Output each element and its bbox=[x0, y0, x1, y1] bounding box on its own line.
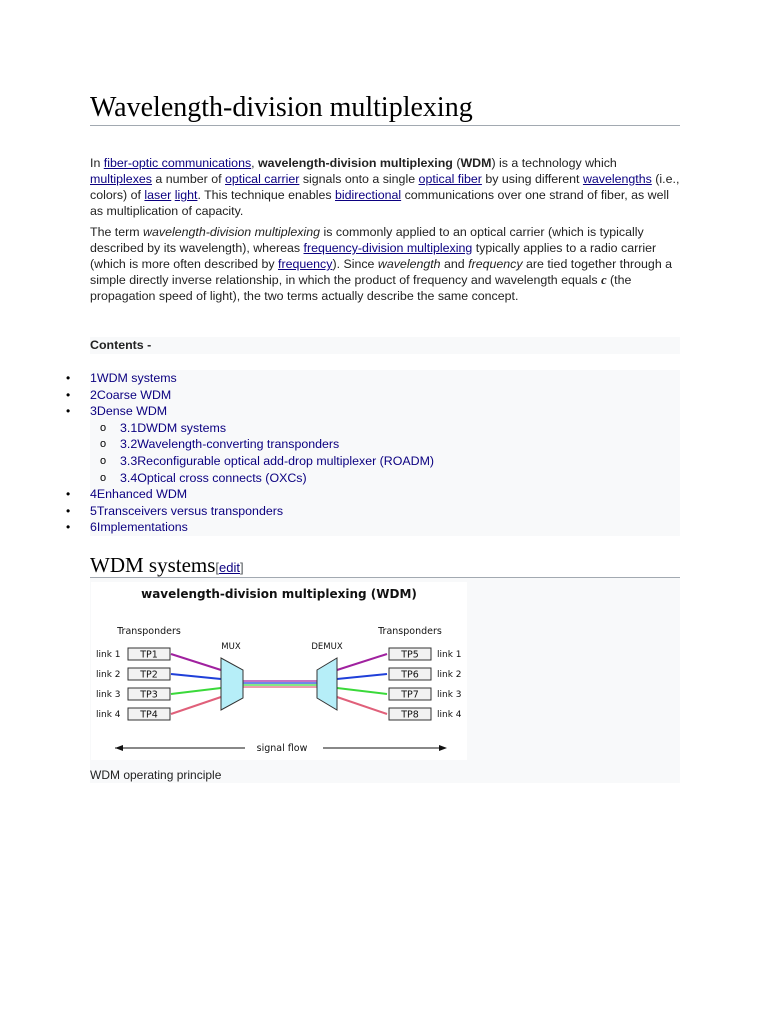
edit-link[interactable]: edit bbox=[219, 560, 241, 575]
right-link-label: link 2 bbox=[437, 670, 462, 680]
left-link-label: link 4 bbox=[96, 710, 121, 720]
link-wavelengths[interactable]: wavelengths bbox=[582, 172, 652, 186]
signal-flow-label: signal flow bbox=[256, 743, 308, 754]
transponder-box: TP8 bbox=[401, 709, 419, 721]
left-link-label: link 3 bbox=[96, 690, 121, 700]
transponder-box: TP7 bbox=[401, 689, 419, 701]
demux-shape bbox=[317, 658, 337, 710]
left-link-label: link 2 bbox=[96, 670, 121, 680]
right-link-label: link 3 bbox=[437, 690, 462, 700]
section-heading-wdm-systems: WDM systems[edit] bbox=[90, 552, 680, 578]
toc-item[interactable]: • 2Coarse WDM bbox=[90, 387, 680, 404]
right-link-label: link 1 bbox=[437, 650, 462, 660]
transponder-box: TP5 bbox=[401, 649, 419, 661]
toc-subitem[interactable]: o 3.1DWDM systems bbox=[90, 420, 680, 437]
second-paragraph: The term wavelength-division multiplexing is commonly applied to an optical carrier (which is typically described by its wavelength), whereas frequency-division multiplexing typically applies to a radio carrier (which is more often described by frequency). Since wavelength and frequency are tied together through a simple directly inverse relationship, in which the product of frequency and wavelength equals c (the propagation speed of light), the two terms actually describe the same concept. bbox=[90, 225, 673, 303]
left-link-label: link 1 bbox=[96, 650, 121, 660]
page-title: Wavelength-division multiplexing bbox=[90, 88, 680, 126]
contents-heading: Contents - bbox=[90, 337, 680, 354]
toc-item[interactable]: • 4Enhanced WDM bbox=[90, 486, 680, 503]
figure-caption: WDM operating principle bbox=[90, 768, 222, 782]
table-of-contents bbox=[0, 370, 680, 536]
transponder-box: TP1 bbox=[140, 649, 158, 661]
intro-paragraph: In fiber-optic communications, wavelength-division multiplexing (WDM) is a technology which multiplexes a number of optical carrier signals onto a single optical fiber by using different wavelengths (i.e., colors) of laser light. This technique enables bidirectional communications over one strand of fiber, as well as multiplication of capacity. bbox=[90, 156, 680, 218]
mux-label: MUX bbox=[221, 642, 241, 652]
transponder-box: TP4 bbox=[140, 709, 158, 721]
wdm-diagram bbox=[91, 582, 467, 760]
right-transponders-label: Transponders bbox=[378, 626, 442, 637]
link-bidirectional[interactable]: bidirectional bbox=[335, 188, 402, 202]
link-optical-fiber[interactable]: optical fiber bbox=[418, 172, 482, 186]
toc-item[interactable]: • 3Dense WDM bbox=[90, 403, 680, 420]
link-optical-carrier[interactable]: optical carrier bbox=[225, 172, 300, 186]
toc-item[interactable]: • 1WDM systems bbox=[90, 370, 680, 387]
toc-subitem[interactable]: o 3.4Optical cross connects (OXCs) bbox=[90, 470, 680, 487]
link-fdm[interactable]: frequency-division multiplexing bbox=[303, 241, 473, 255]
diagram-title: wavelength-division multiplexing (WDM) bbox=[141, 587, 417, 601]
toc-subitem[interactable]: o 3.2Wavelength-converting transponders bbox=[90, 436, 680, 453]
mux-shape bbox=[221, 658, 243, 710]
edit-section: [edit] bbox=[215, 560, 244, 575]
link-fiber-optic[interactable]: fiber-optic communications bbox=[103, 156, 252, 170]
link-laser[interactable]: laser bbox=[144, 188, 172, 202]
toc-item[interactable]: • 6Implementations bbox=[90, 519, 680, 536]
left-transponders-label: Transponders bbox=[117, 626, 181, 637]
transponder-box: TP6 bbox=[401, 669, 419, 681]
link-frequency[interactable]: frequency bbox=[278, 257, 333, 271]
link-multiplexes[interactable]: multiplexes bbox=[90, 172, 152, 186]
link-light[interactable]: light bbox=[174, 188, 198, 202]
demux-label: DEMUX bbox=[311, 642, 343, 652]
right-link-label: link 4 bbox=[437, 710, 462, 720]
transponder-box: TP2 bbox=[140, 669, 158, 681]
toc-item[interactable]: • 5Transceivers versus transponders bbox=[90, 503, 680, 520]
toc-subitem[interactable]: o 3.3Reconfigurable optical add-drop multiplexer (ROADM) bbox=[90, 453, 680, 470]
transponder-box: TP3 bbox=[140, 689, 158, 701]
